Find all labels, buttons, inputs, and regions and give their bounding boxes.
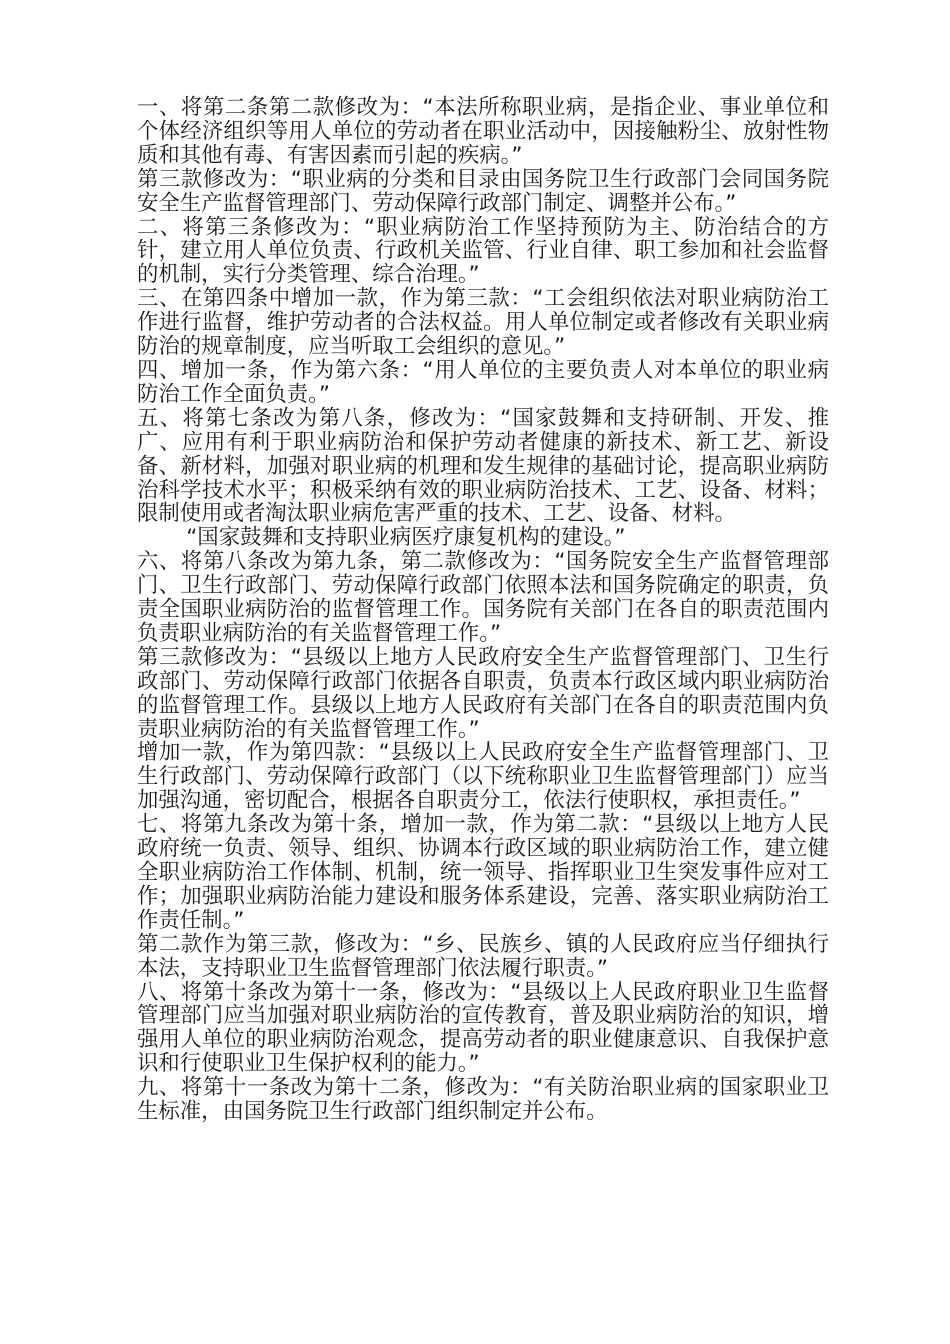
paragraph-amendment-6-clause-3: 第三款修改为：“县级以上地方人民政府安全生产监督管理部门、卫生行政部门、劳动保障行政部门依据各自职责，负责本行政区域内职业病防治的监督管理工作。县级以上地方人民政府有关部门在各自的职责范围内负责职业病防治的有关监督管理工作。” xyxy=(137,644,829,742)
paragraph-amendment-2: 二、将第三条修改为：“职业病防治工作坚持预防为主、防治结合的方针，建立用人单位负责、行政机关监管、行业自律、职工参加和社会监督的机制，实行分类管理、综合治理。” xyxy=(137,214,829,288)
document-body xyxy=(137,96,829,1124)
paragraph-amendment-1: 一、将第二条第二款修改为：“本法所称职业病，是指企业、事业单位和个体经济组织等用人单位的劳动者在职业活动中，因接触粉尘、放射性物质和其他有毒、有害因素而引起的疾病。” xyxy=(137,95,829,168)
paragraph-amendment-1-clause-3: 第三款修改为：“职业病的分类和目录由国务院卫生行政部门会同国务院安全生产监督管理部门、劳动保障行政部门制定、调整并公布。” xyxy=(137,166,829,216)
paragraph-amendment-9: 九、将第十一条改为第十二条，修改为：“有关防治职业病的国家职业卫生标准，由国务院卫生行政部门组织制定并公布。 xyxy=(137,1075,829,1125)
paragraph-amendment-3: 三、在第四条中增加一款，作为第三款：“工会组织依法对职业病防治工作进行监督，维护劳动者的合法权益。用人单位制定或者修改有关职业病防治的规章制度，应当听取工会组织的意见。” xyxy=(137,286,829,360)
paragraph-amendment-8: 八、将第十条改为第十一条，修改为：“县级以上人民政府职业卫生监督管理部门应当加强对职业病防治的宣传教育，普及职业病防治的知识，增强用人单位的职业病防治观念，提高劳动者的职业健康意识、自我保护意识和行使职业卫生保护权利的能力。” xyxy=(137,979,829,1077)
paragraph-amendment-6-clause-4: 增加一款，作为第四款：“县级以上人民政府安全生产监督管理部门、卫生行政部门、劳动保障行政部门（以下统称职业卫生监督管理部门）应当加强沟通，密切配合，根据各自职责分工，依法行使职权，承担责任。” xyxy=(137,740,829,814)
paragraph-amendment-5-continued: “国家鼓舞和支持职业病医疗康复机构的建设。” xyxy=(186,525,626,551)
paragraph-amendment-5: 五、将第七条改为第八条，修改为：“国家鼓舞和支持研制、开发、推广、应用有利于职业病防治和保护劳动者健康的新技术、新工艺、新设备、新材料，加强对职业病的机理和发生规律的基础讨论，提高职业病防治科学技术水平；积极采纳有效的职业病防治技术、工艺、设备、材料；限制使用或者淘汰职业病危害严重的技术、工艺、设备、材料。 xyxy=(137,405,829,527)
paragraph-amendment-7-clause-3: 第二款作为第三款，修改为：“乡、民族乡、镇的人民政府应当仔细执行本法，支持职业卫生监督管理部门依法履行职责。” xyxy=(137,931,829,981)
paragraph-amendment-6: 六、将第八条改为第九条，第二款修改为：“国务院安全生产监督管理部门、卫生行政部门、劳动保障行政部门依照本法和国务院确定的职责，负责全国职业病防治的监督管理工作。国务院有关部门在各自的职责范围内负责职业病防治的有关监督管理工作。” xyxy=(137,549,829,646)
paragraph-amendment-7: 七、将第九条改为第十条，增加一款，作为第二款：“县级以上地方人民政府统一负责、领导、组织、协调本行政区域的职业病防治工作，建立健全职业病防治工作体制、机制，统一领导、指挥职业卫生突发事件应对工作；加强职业病防治能力建设和服务体系建设，完善、落实职业病防治工作责任制。” xyxy=(137,812,829,933)
paragraph-amendment-4: 四、增加一条，作为第六条：“用人单位的主要负责人对本单位的职业病防治工作全面负责。” xyxy=(137,357,829,407)
